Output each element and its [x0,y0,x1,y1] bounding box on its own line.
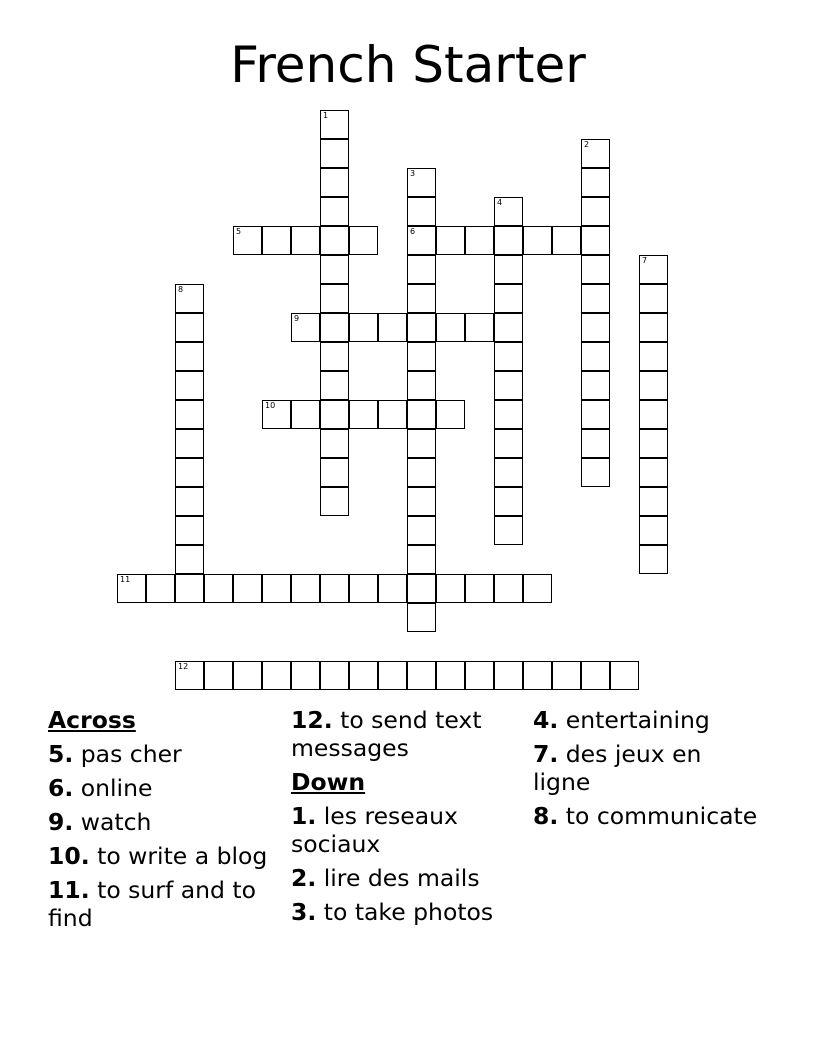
grid-cell [407,226,436,255]
clue-down-1 [291,802,521,858]
clues-column-3 [533,702,763,830]
cell-number: 11 [120,575,131,584]
clue-down-3 [291,898,521,926]
grid-cell [494,400,523,429]
grid-cell [117,574,146,603]
grid-cell [407,371,436,400]
grid-cell [349,226,378,255]
grid-cell [407,545,436,574]
grid-cell [320,226,349,255]
clue-across-10 [48,842,278,870]
clue-across-5 [48,740,278,768]
grid-cell [407,603,436,632]
grid-cell [320,487,349,516]
page-title: French Starter [230,36,586,94]
grid-cell [378,661,407,690]
grid-cell [581,371,610,400]
grid-cell [175,516,204,545]
clue-text: online [73,774,153,802]
grid-cell [639,342,668,371]
grid-cell [175,545,204,574]
grid-cell [494,371,523,400]
grid-cell [175,284,204,313]
grid-cell [320,574,349,603]
grid-cell [175,574,204,603]
grid-cell [320,342,349,371]
clue-number: 9. [48,808,74,836]
grid-cell [204,661,233,690]
grid-cell [320,255,349,284]
grid-cell [262,661,291,690]
grid-cell [581,661,610,690]
cell-number: 3 [410,169,416,178]
grid-cell [407,313,436,342]
grid-cell [175,429,204,458]
grid-cell [262,226,291,255]
grid-cell [320,429,349,458]
grid-cell [320,110,349,139]
grid-cell [552,661,581,690]
grid-cell [407,284,436,313]
grid-cell [320,661,349,690]
grid-cell [581,284,610,313]
clue-down-8 [533,802,763,830]
grid-cell [407,487,436,516]
grid-cell [407,400,436,429]
grid-cell [320,313,349,342]
grid-cell [320,400,349,429]
clue-number: 5. [48,740,74,768]
clue-number: 1. [291,802,317,830]
grid-cell [581,139,610,168]
clue-number: 12. [291,706,333,734]
down-heading: Down [291,768,366,796]
grid-cell [436,313,465,342]
grid-cell [175,342,204,371]
grid-cell [407,574,436,603]
clue-number: 4. [533,706,559,734]
grid-cell [175,458,204,487]
grid-cell [581,226,610,255]
grid-cell [639,255,668,284]
grid-cell [494,226,523,255]
clue-text: to write a blog [89,842,268,870]
clue-text: entertaining [558,706,710,734]
across-heading: Across [48,706,136,734]
grid-cell [291,226,320,255]
cell-number: 2 [584,140,590,149]
grid-cell [639,284,668,313]
grid-cell [581,458,610,487]
grid-cell [407,516,436,545]
clue-text: les reseaux sociaux [291,802,458,858]
grid-cell [581,255,610,284]
clue-text: to send text messages [291,706,482,762]
grid-cell [407,458,436,487]
grid-cell [436,574,465,603]
grid-cell [581,400,610,429]
clue-text: to communicate [558,802,758,830]
grid-cell [639,487,668,516]
clues-column-2 [291,702,521,926]
clue-text: pas cher [73,740,182,768]
grid-cell [204,574,233,603]
grid-cell [233,661,262,690]
clue-text: lire des mails [316,864,480,892]
grid-cell [233,226,262,255]
grid-cell [146,574,175,603]
grid-cell [407,342,436,371]
grid-cell [639,458,668,487]
grid-cell [465,661,494,690]
grid-cell [436,226,465,255]
grid-cell [581,313,610,342]
clues-column-1 [48,702,278,932]
grid-cell [175,400,204,429]
grid-cell [349,574,378,603]
clue-down-7 [533,740,763,796]
grid-cell [494,574,523,603]
grid-cell [465,226,494,255]
grid-cell [494,313,523,342]
grid-cell [494,487,523,516]
grid-cell [494,255,523,284]
grid-cell [639,545,668,574]
cell-number: 4 [497,198,503,207]
grid-cell [639,400,668,429]
cell-number: 9 [294,314,300,323]
grid-cell [320,371,349,400]
grid-cell [378,313,407,342]
clue-number: 7. [533,740,559,768]
cell-number: 12 [178,662,189,671]
clue-number: 3. [291,898,317,926]
grid-cell [523,574,552,603]
grid-cell [436,661,465,690]
clue-text: to surf and to find [48,876,256,932]
clue-text: watch [73,808,152,836]
grid-cell [436,400,465,429]
grid-cell [581,197,610,226]
grid-cell [581,168,610,197]
clue-down-4 [533,706,763,734]
grid-cell [465,574,494,603]
cell-number: 10 [265,401,276,410]
grid-cell [320,458,349,487]
grid-cell [233,574,262,603]
grid-cell [320,139,349,168]
grid-cell [639,313,668,342]
grid-cell [494,284,523,313]
grid-cell [494,516,523,545]
grid-cell [320,168,349,197]
grid-cell [581,342,610,371]
cell-number: 6 [410,227,416,236]
clue-number: 11. [48,876,90,904]
cell-number: 1 [323,111,329,120]
grid-cell [407,197,436,226]
grid-cell [523,661,552,690]
grid-cell [494,661,523,690]
grid-cell [349,661,378,690]
grid-cell [494,342,523,371]
grid-cell [407,168,436,197]
grid-cell [610,661,639,690]
clue-down-2 [291,864,521,892]
grid-cell [407,661,436,690]
grid-cell [262,574,291,603]
grid-cell [349,400,378,429]
clue-across-6 [48,774,278,802]
grid-cell [378,574,407,603]
clue-number: 8. [533,802,559,830]
grid-cell [407,429,436,458]
grid-cell [320,284,349,313]
grid-cell [494,197,523,226]
grid-cell [581,429,610,458]
clue-across-11 [48,876,278,932]
grid-cell [494,429,523,458]
grid-cell [175,661,204,690]
clue-number: 2. [291,864,317,892]
grid-cell [407,255,436,284]
grid-cell [291,313,320,342]
grid-cell [291,574,320,603]
grid-cell [639,371,668,400]
clue-number: 10. [48,842,90,870]
grid-cell [494,458,523,487]
cell-number: 8 [178,285,184,294]
grid-cell [465,313,494,342]
grid-cell [291,400,320,429]
clue-text: to take photos [316,898,494,926]
clue-text: des jeux en ligne [533,740,702,796]
grid-cell [639,516,668,545]
clue-across-9 [48,808,278,836]
grid-cell [639,429,668,458]
grid-cell [320,197,349,226]
grid-cell [291,661,320,690]
grid-cell [552,226,581,255]
grid-cell [262,400,291,429]
grid-cell [175,371,204,400]
grid-cell [175,313,204,342]
clue-across-12 [291,706,521,762]
grid-cell [175,487,204,516]
cell-number: 5 [236,227,242,236]
grid-cell [349,313,378,342]
cell-number: 7 [642,256,648,265]
grid-cell [523,226,552,255]
grid-cell [378,400,407,429]
clue-number: 6. [48,774,74,802]
